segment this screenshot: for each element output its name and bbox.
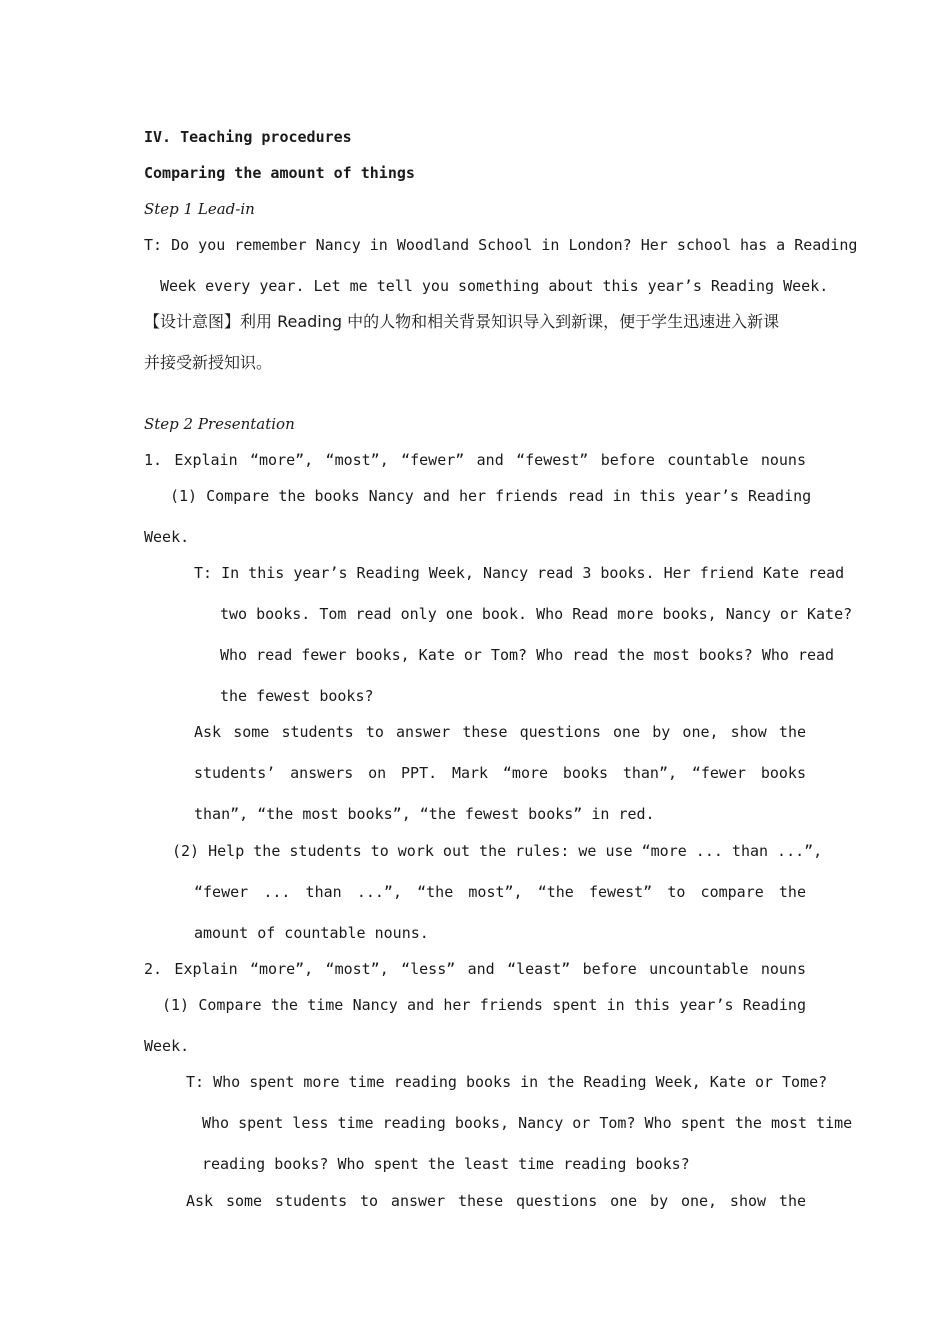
lesson-subheading: Comparing the amount of things (144, 164, 415, 182)
item1-sub2-line-3: amount of countable nouns. (194, 924, 429, 942)
design-intent-line-1: 【设计意图】利用 Reading 中的人物和相关背景知识导入到新课，便于学生迅速进入新课 (144, 312, 780, 331)
item1-ask-line-1: Ask some students to answer these questions one by one, show the (194, 723, 806, 741)
item1-teacher-line-3: Who read fewer books, Kate or Tom? Who read the most books? Who read (220, 646, 835, 664)
item1-teacher-line-1: T: In this year’s Reading Week, Nancy read 3 books. Her friend Kate read (194, 564, 845, 582)
item2-sub1-line-2: Week. (144, 1037, 190, 1055)
step1-teacher-line-2: Week every year. Let me tell you something about this year’s Reading Week. (160, 277, 829, 295)
item2-ask-line-1: Ask some students to answer these questions one by one, show the (186, 1192, 806, 1210)
step2-title: Step 2 Presentation (144, 415, 295, 433)
item1-sub1-line-1: (1) Compare the books Nancy and her friends read in this year’s Reading (170, 487, 812, 505)
step1-title: Step 1 Lead-in (144, 200, 255, 218)
item2-sub1-line-1: (1) Compare the time Nancy and her friends spent in this year’s Reading (162, 996, 806, 1014)
item1-heading: 1. Explain “more”, “most”, “fewer” and “fewest” before countable nouns (144, 451, 806, 469)
item1-sub2-line-1: (2) Help the students to work out the rules: we use “more ... than ...”, (172, 842, 823, 860)
item1-ask-line-2: students’ answers on PPT. Mark “more books than”, “fewer books (194, 764, 806, 782)
item2-teacher-line-2: Who spent less time reading books, Nancy or Tom? Who spent the most time (202, 1114, 853, 1132)
item1-ask-line-3: than”, “the most books”, “the fewest books” in red. (194, 805, 655, 823)
item2-heading: 2. Explain “more”, “most”, “less” and “least” before uncountable nouns (144, 960, 806, 978)
section-heading: IV. Teaching procedures (144, 128, 352, 146)
design-intent-line-2: 并接受新授知识。 (144, 353, 273, 372)
step1-teacher-line-1: T: Do you remember Nancy in Woodland School in London? Her school has a Reading (144, 236, 858, 254)
item2-teacher-line-1: T: Who spent more time reading books in the Reading Week, Kate or Tome? (186, 1073, 828, 1091)
item1-sub1-line-2: Week. (144, 528, 190, 546)
item2-teacher-line-3: reading books? Who spent the least time reading books? (202, 1155, 690, 1173)
item1-teacher-line-4: the fewest books? (220, 687, 374, 705)
item1-teacher-line-2: two books. Tom read only one book. Who Read more books, Nancy or Kate? (220, 605, 853, 623)
item1-sub2-line-2: “fewer ... than ...”, “the most”, “the fewest” to compare the (194, 883, 806, 901)
